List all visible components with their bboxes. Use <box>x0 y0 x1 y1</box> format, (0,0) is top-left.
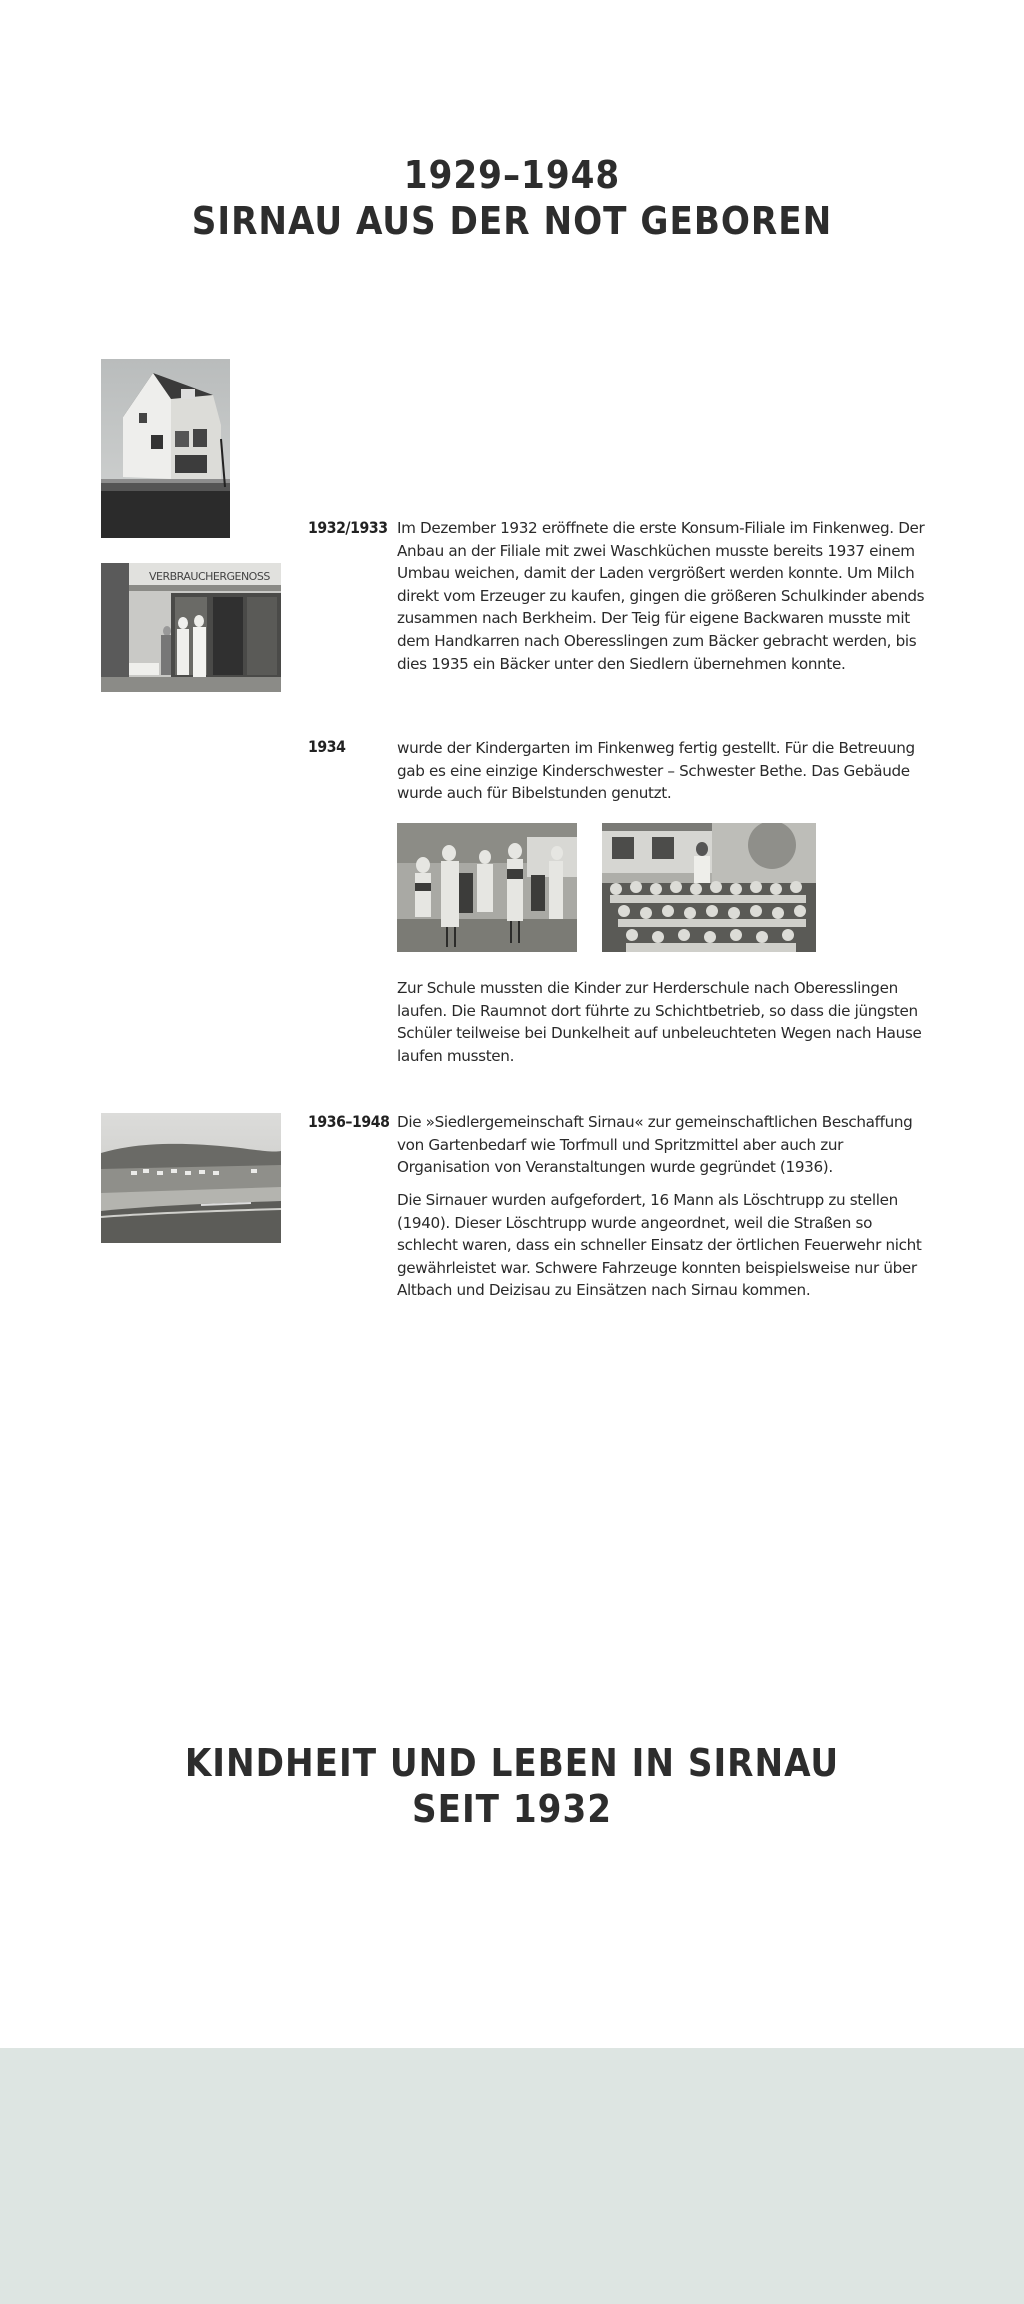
paragraph-kindergarten: wurde der Kindergarten im Finkenweg fertig gestellt. Für die Betreuung gab es eine einzige Kinderschwester – Schwester Bethe. Das Gebäude wurde auch für Bibelstunden genutzt. <box>397 739 915 803</box>
year-label-1936: 1936–1948 <box>308 1112 390 1131</box>
paragraph-school: Zur Schule mussten die Kinder zur Herderschule nach Oberesslingen laufen. Die Raumnot dort führte zu Schichtbetrieb, so dass die jüngsten Schüler teilweise bei Dunkelheit auf unbeleuchteten Wegen nach Hause laufen mussten. <box>397 979 922 1065</box>
photo-konsum-house <box>101 359 230 538</box>
photo-kindergarten-group <box>602 823 816 952</box>
photo-konsum-shop <box>101 563 281 692</box>
photo-sirnau-landscape <box>101 1113 281 1243</box>
paragraph-loeschtrupp: Die Sirnauer wurden aufgefordert, 16 Mann als Löschtrupp zu stellen (1940). Dieser Löschtrupp wurde angeordnet, weil die Straßen so schlecht waren, dass ein schneller Einsatz der örtlichen Feuerwehr nicht gewährleistet war. Schwere Fahrzeuge konnten beispielsweise nur über Altbach und Deizisau zu Einsätzen nach Sirnau kommen. <box>397 1191 922 1300</box>
year-label-1934: 1934 <box>308 737 346 756</box>
shop-sign-text: VERBRAUCHERGENOSS <box>149 570 270 583</box>
page-title <box>0 152 1024 244</box>
year-label-1932: 1932/1933 <box>308 518 388 537</box>
paragraph-siedlergemeinschaft: Die »Siedlergemeinschaft Sirnau« zur gemeinschaftlichen Beschaffung von Gartenbedarf wie Torfmull und Spritzmittel aber auch zur Organisation von Veranstaltungen wurde gegründet (1936). <box>397 1113 913 1177</box>
footer-band <box>0 2048 1024 2304</box>
section-title-line1: KINDHEIT UND LEBEN IN SIRNAU <box>184 1741 840 1785</box>
title-year-range: 1929–1948 <box>403 153 621 197</box>
section-title-kindheit <box>0 1740 1024 1832</box>
title-subtitle: SIRNAU AUS DER NOT GEBOREN <box>191 199 833 243</box>
paragraph-konsum: Im Dezember 1932 eröffnete die erste Konsum-Filiale im Finkenweg. Der Anbau an der Filiale mit zwei Waschküchen musste bereits 1937 einem Umbau weichen, damit der Laden vergrößert werden konnte. Um Milch direkt vom Erzeuger zu kaufen, gingen die größeren Schulkinder abends zusammen nach Berkheim. Der Teig für eigene Backwaren musste mit dem Handkarren nach Oberesslingen zum Bäcker gebracht werden, bis dies 1935 ein Bäcker unter den Siedlern übernehmen konnte. <box>397 519 925 673</box>
photo-kindergarten-children <box>397 823 577 952</box>
section-title-line2: SEIT 1932 <box>411 1787 613 1831</box>
